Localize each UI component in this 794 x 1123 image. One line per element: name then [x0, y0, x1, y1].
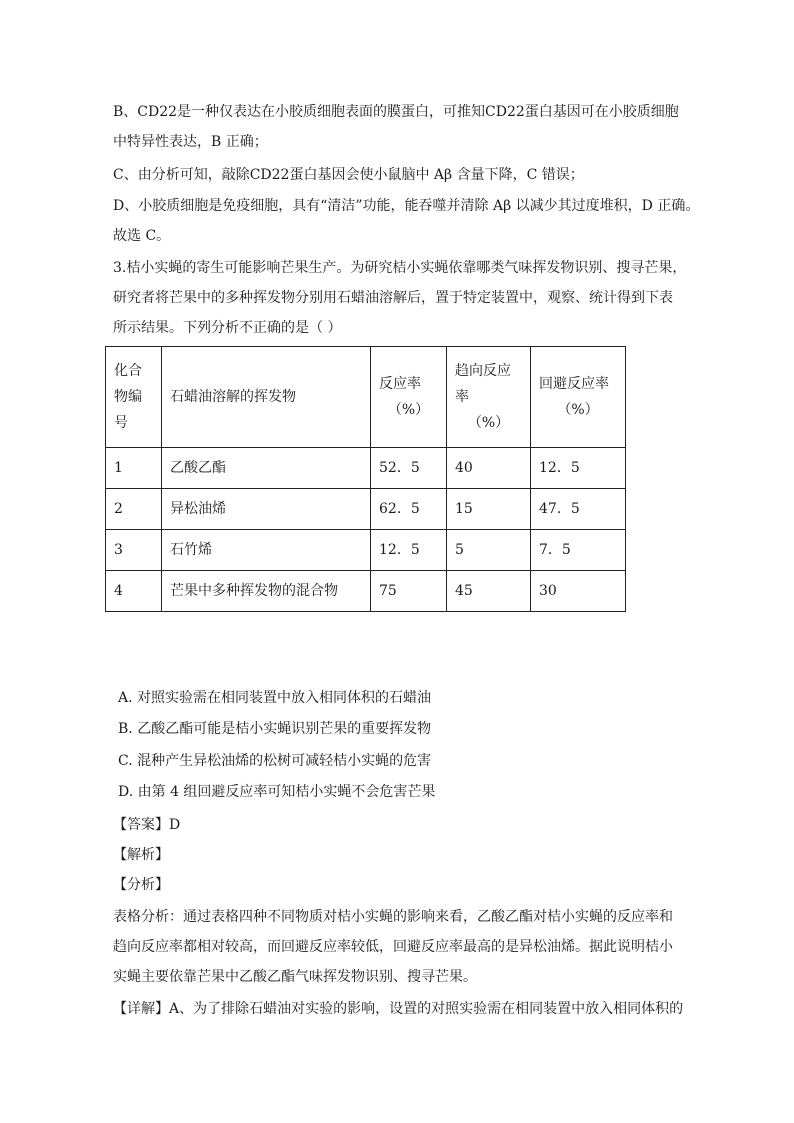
detail-text: A、为了排除石蜡油对实验的影响，设置的对照实验需在相同装置中放入相同体积的: [169, 1001, 684, 1017]
analysis-label: 【解析】: [113, 847, 169, 863]
cell-toward: 40: [447, 448, 531, 489]
cell-rate: 62．5: [371, 489, 447, 530]
question-3-line2: 研究者将芒果中的多种挥发物分别用石蜡油溶解后，置于特定装置中，观察、统计得到下表: [113, 290, 673, 306]
cell-name: 异松油烯: [162, 489, 371, 530]
fenxi-label: 【分析】: [113, 877, 169, 893]
fenxi-line3: 实蝇主要依靠芒果中乙酸乙酯气味挥发物识别、搜寻芒果。: [113, 969, 477, 985]
option-b-explanation-line2: 中特异性表达，B 正确；: [113, 134, 268, 150]
option-b-explanation-line1: B、CD22是一种仅表达在小胶质细胞表面的膜蛋白，可推知CD22蛋白基因可在小胶质细胞: [113, 104, 679, 120]
cell-rate: 52．5: [371, 448, 447, 489]
cell-number: 1: [106, 448, 162, 489]
answer-line: [113, 815, 180, 835]
question-3-line3: 所示结果。下列分析不正确的是（ ）: [113, 320, 342, 336]
table-row: [106, 489, 626, 530]
header-volatile: 石蜡油溶解的挥发物: [162, 347, 371, 448]
answer-label: 【答案】: [113, 817, 169, 833]
option-d-explanation: D、小胶质细胞是免疫细胞，具有“清洁”功能，能吞噬并清除 Aβ 以减少其过度堆积，D 正确。: [113, 198, 700, 214]
cell-name: 石竹烯: [162, 530, 371, 571]
cell-name: 乙酸乙酯: [162, 448, 371, 489]
table-row: [106, 571, 626, 612]
header-reaction-rate: 反应率 （%）: [371, 347, 447, 448]
cell-rate: 12．5: [371, 530, 447, 571]
answer-choice-line: 故选 C。: [113, 228, 171, 244]
question-3-line1: 3.桔小实蝇的寄生可能影响芒果生产。为研究桔小实蝇依靠哪类气味挥发物识别、搜寻芒果，: [113, 260, 687, 276]
answer-value: D: [169, 817, 181, 833]
option-d: D. 由第 4 组回避反应率可知桔小实蝇不会危害芒果: [118, 784, 436, 800]
detail-label: 【详解】: [113, 1001, 169, 1017]
cell-avoid: 47．5: [531, 489, 626, 530]
cell-toward: 5: [447, 530, 531, 571]
detail-line: [113, 999, 683, 1019]
results-table: [105, 346, 626, 612]
cell-avoid: 7．5: [531, 530, 626, 571]
option-c-explanation: C、由分析可知，敲除CD22蛋白基因会使小鼠脑中 Aβ 含量下降，C 错误；: [113, 167, 584, 183]
cell-number: 3: [106, 530, 162, 571]
option-a: A. 对照实验需在相同装置中放入相同体积的石蜡油: [118, 690, 432, 706]
header-avoid-rate: 回避反应率 （%）: [531, 347, 626, 448]
option-b: B. 乙酸乙酯可能是桔小实蝇识别芒果的重要挥发物: [118, 721, 432, 737]
header-compound-number: 化合 物编 号: [106, 347, 162, 448]
fenxi-line1: 表格分析：通过表格四种不同物质对桔小实蝇的影响来看，乙酸乙酯对桔小实蝇的反应率和: [113, 909, 673, 925]
table-row: [106, 448, 626, 489]
cell-number: 4: [106, 571, 162, 612]
option-c: C. 混种产生异松油烯的松树可减轻桔小实蝇的危害: [118, 753, 432, 769]
table-header-row: [106, 347, 626, 448]
cell-number: 2: [106, 489, 162, 530]
cell-avoid: 30: [531, 571, 626, 612]
cell-name: 芒果中多种挥发物的混合物: [162, 571, 371, 612]
header-toward-rate: 趋向反应 率 （%）: [447, 347, 531, 448]
cell-avoid: 12．5: [531, 448, 626, 489]
table-row: [106, 530, 626, 571]
cell-rate: 75: [371, 571, 447, 612]
cell-toward: 15: [447, 489, 531, 530]
cell-toward: 45: [447, 571, 531, 612]
fenxi-line2: 趋向反应率都相对较高，而回避反应率较低，回避反应率最高的是异松油烯。据此说明桔小: [113, 939, 673, 955]
